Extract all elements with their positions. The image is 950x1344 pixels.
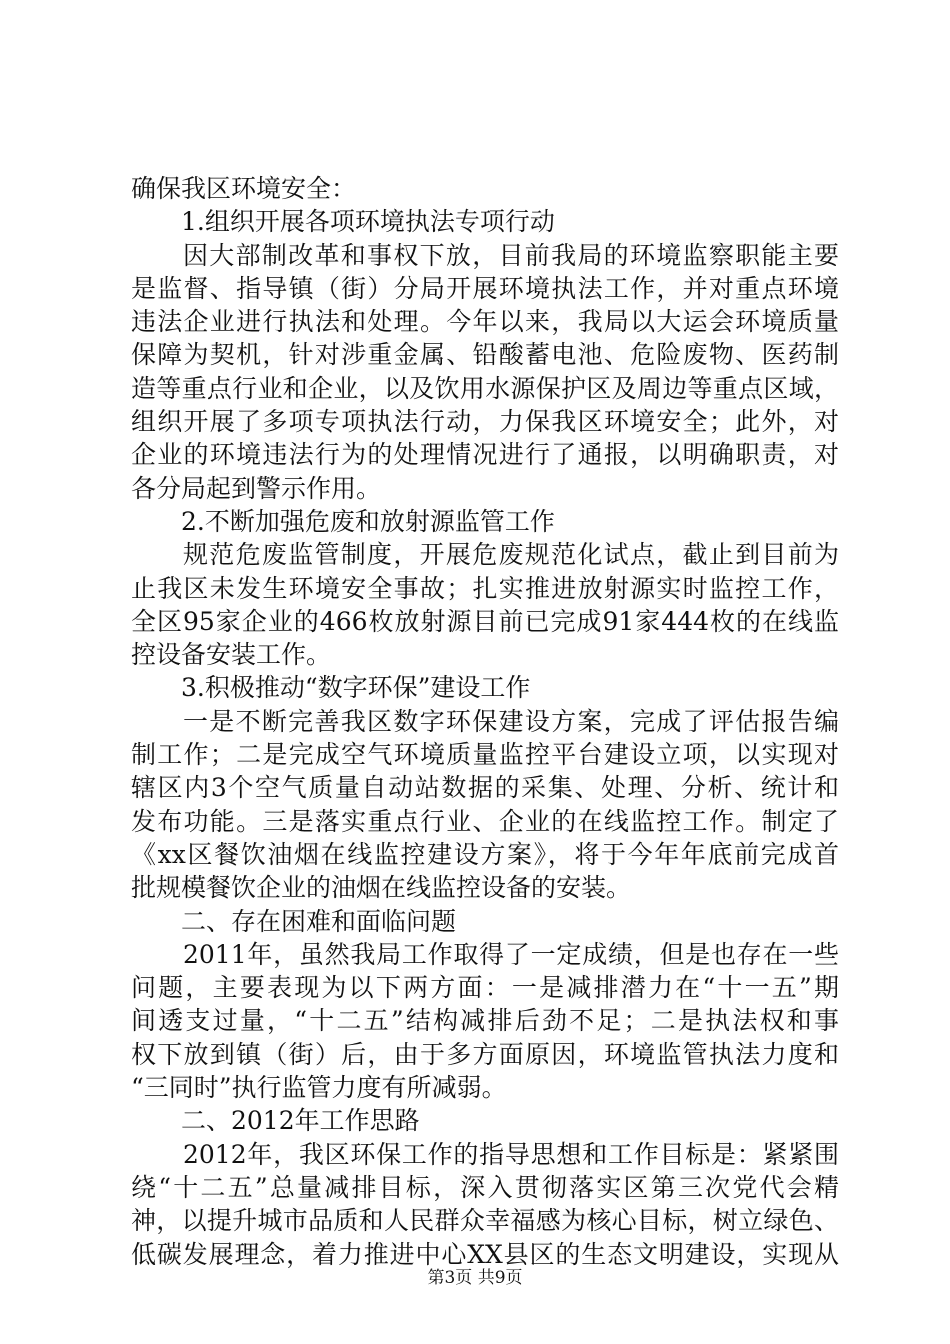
text-line: 企业的环境违法行为的处理情况进行了通报，以明确职责，对 [131, 440, 839, 470]
text-line: 间透支过量，“十二五”结构减排后劲不足；二是执法权和事 [131, 1006, 839, 1036]
text-line: “三同时”执行监管力度有所减弱。 [131, 1073, 507, 1103]
text-line: 违法企业进行执法和处理。今年以来，我局以大运会环境质量 [131, 307, 839, 337]
text-line: 低碳发展理念，着力推进中心XX县区的生态文明建设，实现从 [131, 1239, 839, 1269]
text-line: 二、存在困难和面临问题 [181, 906, 457, 936]
text-line: 权下放到镇（街）后，由于多方面原因，环境监管执法力度和 [131, 1039, 839, 1069]
text-line: 确保我区环境安全： [131, 174, 357, 203]
text-line: 一是不断完善我区数字环保建设方案，完成了评估报告编 [183, 706, 839, 736]
text-line: 止我区未发生环境安全事故；扎实推进放射源实时监控工作， [131, 573, 839, 603]
text-line: 各分局起到警示作用。 [131, 473, 382, 503]
text-line: 批规模餐饮企业的油烟在线监控设备的安装。 [131, 873, 632, 903]
text-line: 发布功能。三是落实重点行业、企业的在线监控工作。制定了 [131, 806, 839, 836]
text-line: 2012年，我区环保工作的指导思想和工作目标是：紧紧围 [183, 1139, 839, 1169]
text-line: 2.不断加强危废和放射源监管工作 [181, 506, 555, 536]
text-line: 规范危废监管制度，开展危废规范化试点，截止到目前为 [183, 540, 839, 570]
text-line: 3.积极推动“数字环保”建设工作 [181, 673, 531, 703]
text-line: 控设备安装工作。 [131, 640, 332, 670]
text-line: 问题，主要表现为以下两方面：一是减排潜力在“十一五”期 [131, 973, 839, 1003]
text-line: 是监督、指导镇（街）分局开展环境执法工作，并对重点环境 [131, 273, 839, 303]
text-line: 二、2012年工作思路 [181, 1106, 420, 1136]
text-line: 全区95家企业的466枚放射源目前已完成91家444枚的在线监 [131, 606, 839, 636]
text-line: 神，以提升城市品质和人民群众幸福感为核心目标，树立绿色、 [131, 1206, 839, 1236]
text-line: 绕“十二五”总量减排目标，深入贯彻落实区第三次党代会精 [131, 1172, 839, 1202]
text-line: 造等重点行业和企业，以及饮用水源保护区及周边等重点区域， [131, 373, 839, 403]
page-footer [0, 1268, 950, 1288]
text-line: 1.组织开展各项环境执法专项行动 [181, 207, 555, 237]
text-line: 《xx区餐饮油烟在线监控建设方案》，将于今年年底前完成首 [131, 839, 839, 869]
text-line: 因大部制改革和事权下放，目前我局的环境监察职能主要 [183, 240, 839, 270]
text-line: 2011年，虽然我局工作取得了一定成绩，但是也存在一些 [183, 939, 839, 969]
text-line: 制工作；二是完成空气环境质量监控平台建设立项，以实现对 [131, 740, 839, 770]
text-line: 保障为契机，针对涉重金属、铅酸蓄电池、危险废物、医药制 [131, 340, 839, 370]
text-line: 组织开展了多项专项执法行动，力保我区环境安全；此外，对 [131, 407, 839, 437]
document-body [131, 172, 839, 1271]
text-line: 辖区内3个空气质量自动站数据的采集、处理、分析、统计和 [131, 773, 839, 803]
page-number-label: 第3页 共9页 [427, 1268, 523, 1288]
